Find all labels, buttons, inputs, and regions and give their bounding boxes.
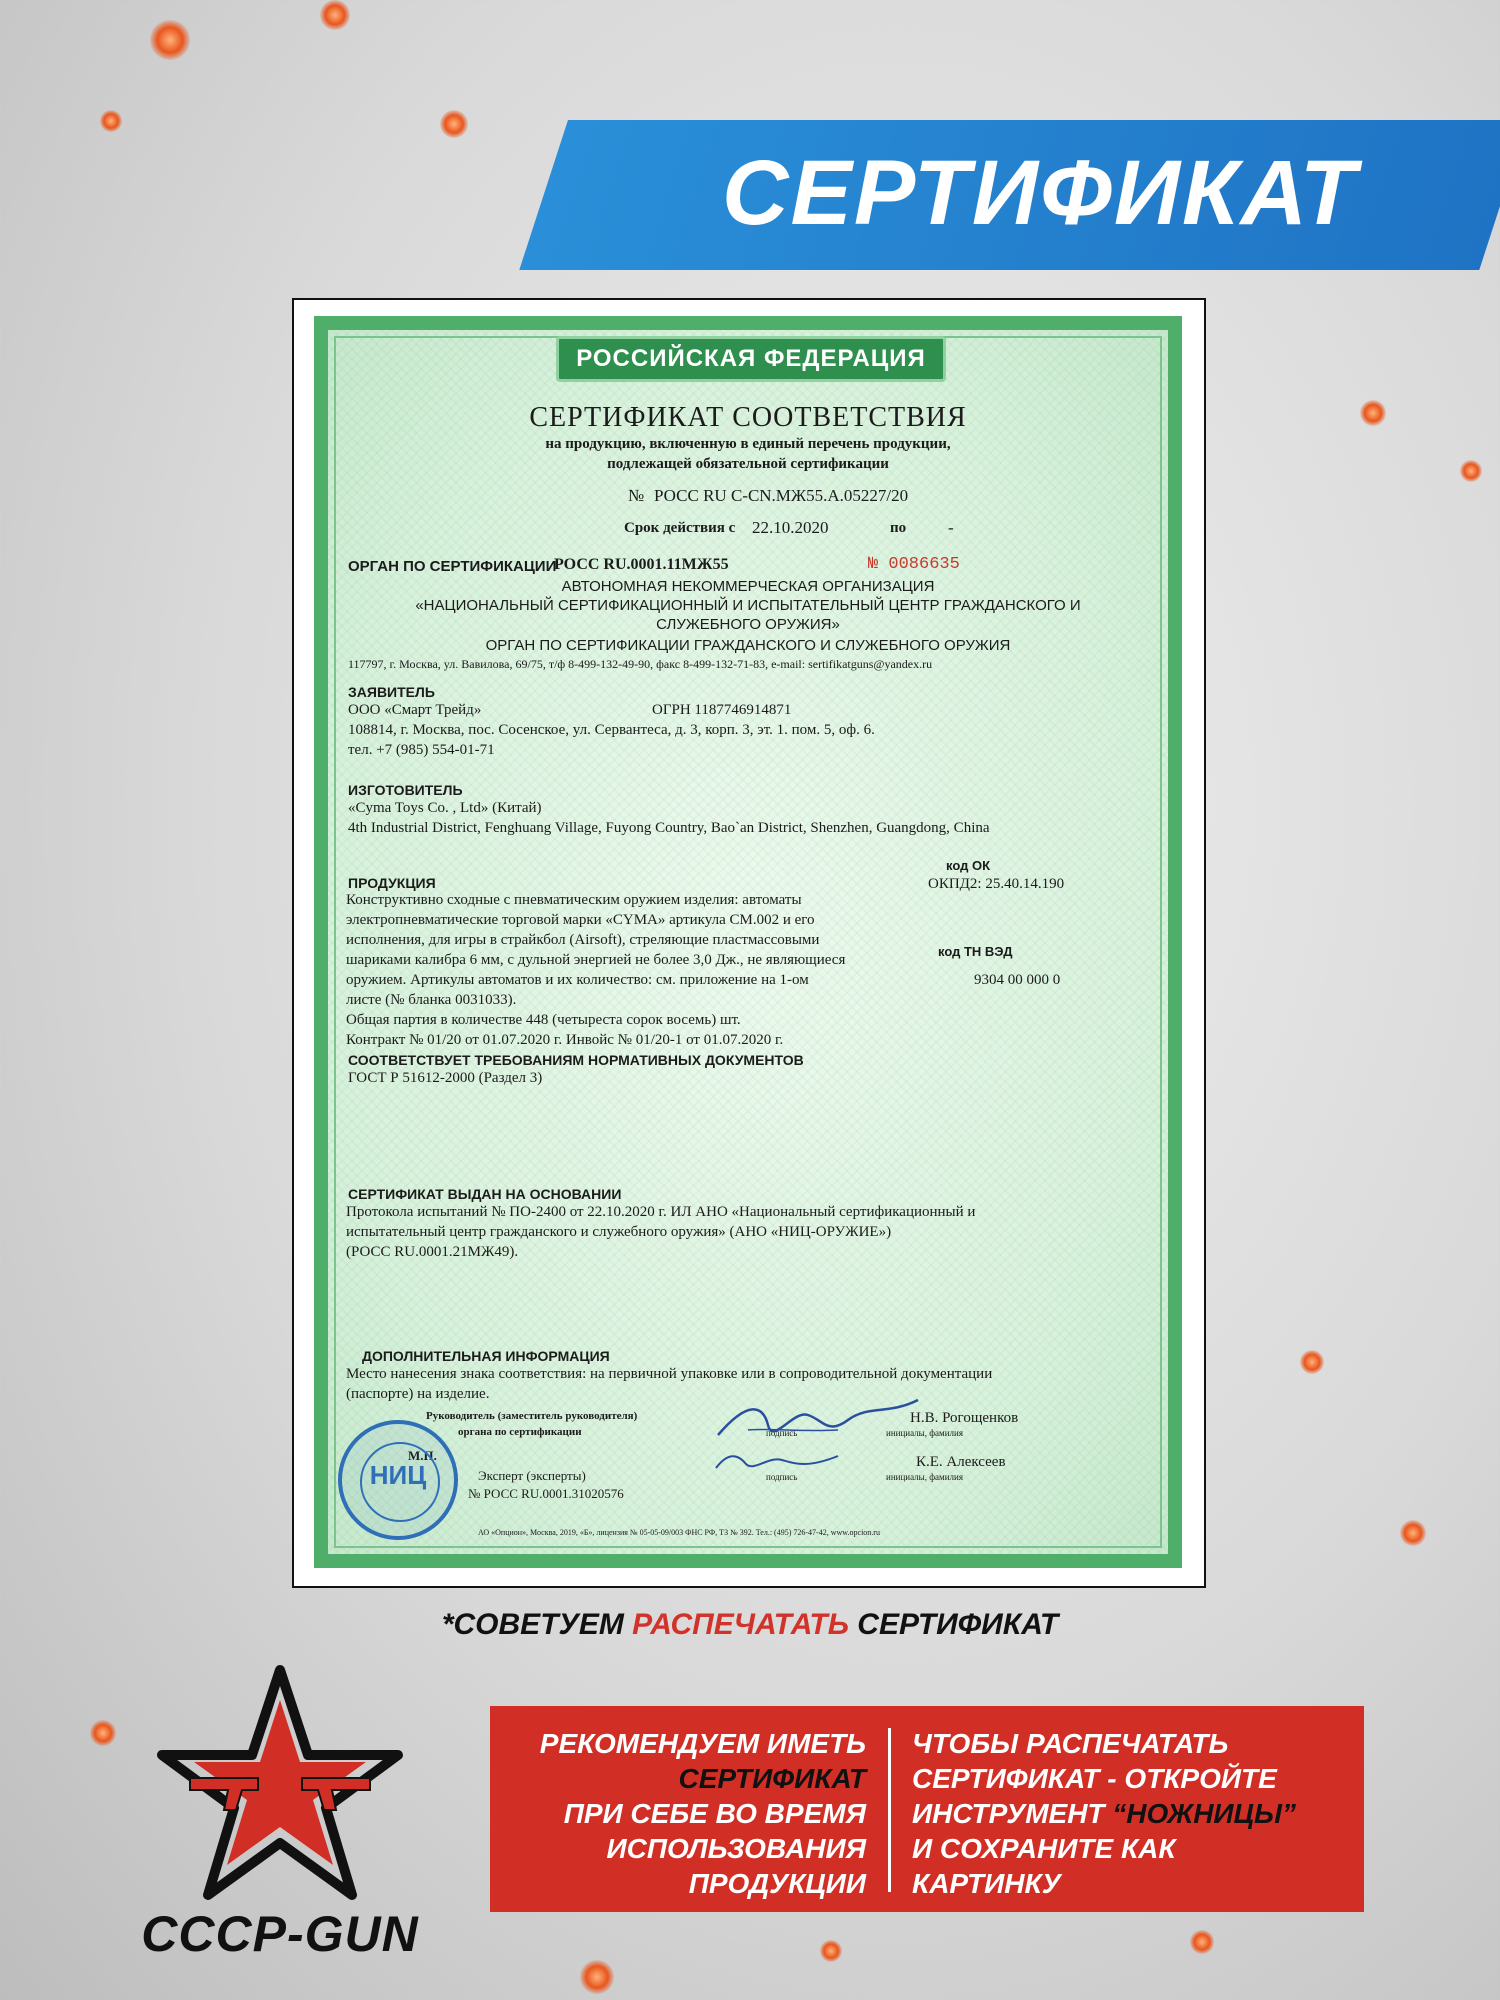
extra-info-line-1: Место нанесения знака соответствия: на первичной упаковке или в сопроводительной документации <box>346 1366 993 1382</box>
product-line-8: Контракт № 01/20 от 01.07.2020 г. Инвойс № 01/20-1 от 01.07.2020 г. <box>346 1032 784 1048</box>
certificate-subtitle-1: на продукцию, включенную в единый перечень продукции, <box>545 436 951 452</box>
info-left-line-4: ИСПОЛЬЗОВАНИЯ <box>606 1833 866 1864</box>
extra-info-label: ДОПОЛНИТЕЛЬНАЯ ИНФОРМАЦИЯ <box>362 1348 610 1364</box>
info-right-line-1: ЧТОБЫ РАСПЕЧАТАТЬ <box>912 1728 1229 1759</box>
decorative-spark <box>1460 460 1482 482</box>
product-line-3: исполнения, для игры в страйкбол (Airsoft), стреляющие пластмассовыми <box>346 932 820 948</box>
certificate-number: РОСС RU С-CN.МЖ55.А.05227/20 <box>654 486 909 505</box>
product-line-5: оружием. Артикулы автоматов и их количество: см. приложение на 1-ом <box>346 972 809 988</box>
product-line-7: Общая партия в количестве 448 (четыреста сорок восемь) шт. <box>346 1012 741 1028</box>
expert-number: № РОСС RU.0001.31020576 <box>468 1486 624 1501</box>
tnved-label: код ТН ВЭД <box>938 944 1013 959</box>
advice-part-3: СЕРТИФИКАТ <box>848 1608 1059 1641</box>
manufacturer-label: ИЗГОТОВИТЕЛЬ <box>348 782 463 798</box>
certificate-country-badge: РОССИЙСКАЯ ФЕДЕРАЦИЯ <box>556 336 946 382</box>
info-box-left-column <box>500 1726 866 1901</box>
decorative-spark <box>150 20 190 60</box>
product-line-2: электропневматические торговой марки «CYMA» артикула CM.002 и его <box>346 912 815 928</box>
info-right-line-4: И СОХРАНИТЕ КАК <box>912 1833 1176 1864</box>
validity-from: 22.10.2020 <box>752 518 829 537</box>
cert-body-line-3: СЛУЖЕБНОГО ОРУЖИЯ» <box>656 616 840 633</box>
certificate-footer: АО «Опцион», Москва, 2019, «Б», лицензия № 05-05-09/003 ФНС РФ, ТЗ № 392. Тел.: (495) 726-47-42, www.opcion.ru <box>478 1528 880 1537</box>
expert-name-caption: инициалы, фамилия <box>886 1472 963 1482</box>
product-label: ПРОДУКЦИЯ <box>348 875 436 891</box>
info-left-line-2: СЕРТИФИКАТ <box>678 1763 866 1794</box>
decorative-spark <box>440 110 468 138</box>
validity-to: - <box>948 518 954 537</box>
extra-info-line-2: (паспорте) на изделие. <box>346 1386 490 1402</box>
validity-to-label: по <box>890 520 907 536</box>
info-right-line-5: КАРТИНКУ <box>912 1868 1061 1899</box>
advice-part-1: *СОВЕТУЕМ <box>441 1608 633 1641</box>
certificate-subtitle-2: подлежащей обязательной сертификации <box>607 456 889 472</box>
certification-stamp <box>338 1420 458 1540</box>
head-label-2: органа по сертификации <box>458 1426 582 1438</box>
head-signature <box>708 1390 928 1450</box>
basis-line-2: испытательный центр гражданского и служебного оружия» (АНО «НИЦ-ОРУЖИЕ») <box>346 1224 892 1240</box>
manufacturer-name: «Cyma Toys Co. , Ltd» (Китай) <box>348 800 542 816</box>
manufacturer-address: 4th Industrial District, Fenghuang Village, Fuyong Country, Bao`an District, Shenzhen, Guangdong, China <box>348 820 990 836</box>
decorative-spark <box>820 1940 842 1962</box>
certificate-title: СЕРТИФИКАТ СООТВЕТСТВИЯ <box>529 402 967 433</box>
info-box-right-column <box>912 1726 1352 1901</box>
cert-body-label: ОРГАН ПО СЕРТИФИКАЦИИ <box>348 558 557 575</box>
info-right-line-2: СЕРТИФИКАТ - ОТКРОЙТЕ <box>912 1763 1277 1794</box>
conformity-label: СООТВЕТСТВУЕТ ТРЕБОВАНИЯМ НОРМАТИВНЫХ ДОКУМЕНТОВ <box>348 1052 804 1068</box>
cert-body-address: 117797, г. Москва, ул. Вавилова, 69/75, т/ф 8-499-132-49-90, факс 8-499-132-71-83, e-mail: sertifikatguns@yandex.ru <box>348 657 933 671</box>
info-right-line-3a: ИНСТРУМЕНТ <box>912 1798 1113 1829</box>
decorative-spark <box>90 1720 116 1746</box>
expert-signature <box>708 1442 848 1478</box>
okpd-value: ОКПД2: 25.40.14.190 <box>928 876 1065 892</box>
expert-label: Эксперт (эксперты) <box>478 1468 586 1483</box>
decorative-spark <box>580 1960 614 1994</box>
product-line-1: Конструктивно сходные с пневматическим оружием изделия: автоматы <box>346 892 802 908</box>
info-right-line-3 <box>912 1796 1352 1831</box>
advice-part-2: РАСПЕЧАТАТЬ <box>632 1608 849 1641</box>
applicant-phone: тел. +7 (985) 554-01-71 <box>348 742 495 758</box>
cert-body-line-1: АВТОНОМНАЯ НЕКОММЕРЧЕСКАЯ ОРГАНИЗАЦИЯ <box>561 578 935 595</box>
product-line-4: шариками калибра 6 мм, с дульной энергией не более 3,0 Дж., не являющиеся <box>346 952 846 968</box>
info-box-divider <box>888 1728 891 1892</box>
decorative-spark <box>1400 1520 1426 1546</box>
info-box <box>490 1706 1364 1912</box>
certificate <box>314 316 1182 1568</box>
cert-body-line-4: ОРГАН ПО СЕРТИФИКАЦИИ ГРАЖДАНСКОГО И СЛУЖЕБНОГО ОРУЖИЯ <box>485 637 1011 654</box>
applicant-name: ООО «Смарт Трейд» <box>348 702 482 718</box>
expert-name: К.Е. Алексеев <box>916 1454 1006 1470</box>
head-name: Н.В. Рогощенков <box>910 1410 1019 1426</box>
expert-signature-caption: подпись <box>766 1472 798 1482</box>
tnved-value: 9304 00 000 0 <box>974 972 1061 988</box>
product-line-6: листе (№ бланка 0031033). <box>346 992 517 1008</box>
head-label-1: Руководитель (заместитель руководителя) <box>426 1410 638 1422</box>
stamp-text: НИЦ <box>369 1460 427 1490</box>
info-left-line-1: РЕКОМЕНДУЕМ ИМЕТЬ <box>539 1728 866 1759</box>
basis-line-1: Протокола испытаний № ПО-2400 от 22.10.2020 г. ИЛ АНО «Национальный сертификационный и <box>346 1204 976 1220</box>
cert-body-code: РОСС RU.0001.11МЖ55 <box>554 556 729 573</box>
validity-label: Срок действия с <box>624 520 736 536</box>
basis-label: СЕРТИФИКАТ ВЫДАН НА ОСНОВАНИИ <box>348 1186 622 1202</box>
decorative-spark <box>1300 1350 1324 1374</box>
okpd-label: код ОК <box>946 858 991 873</box>
info-left-line-5: ПРОДУКЦИИ <box>688 1868 866 1899</box>
certificate-serial: № 0086635 <box>868 555 960 574</box>
cert-body-line-2: «НАЦИОНАЛЬНЫЙ СЕРТИФИКАЦИОННЫЙ И ИСПЫТАТЕЛЬНЫЙ ЦЕНТР ГРАЖДАНСКОГО И <box>415 597 1081 614</box>
applicant-address: 108814, г. Москва, пос. Сосенское, ул. Сервантеса, д. 3, корп. 3, эт. 1. пом. 5, оф. 6. <box>348 722 875 738</box>
applicant-ogrn: ОГРН 1187746914871 <box>652 702 792 718</box>
mp-label: М.П. <box>408 1448 437 1463</box>
head-signature-caption: подпись <box>766 1428 798 1438</box>
decorative-spark <box>100 110 122 132</box>
print-advice <box>0 1608 1500 1642</box>
basis-line-3: (РОСС RU.0001.21МЖ49). <box>346 1244 519 1260</box>
decorative-spark <box>320 0 350 30</box>
head-name-caption: инициалы, фамилия <box>886 1428 963 1438</box>
page-title: СЕРТИФИКАТ <box>722 142 1358 244</box>
applicant-label: ЗАЯВИТЕЛЬ <box>348 684 435 700</box>
info-right-line-3b: “НОЖНИЦЫ” <box>1112 1798 1296 1829</box>
decorative-spark <box>1360 400 1386 426</box>
logo-text: CCCP-GUN <box>141 1906 419 1962</box>
certificate-number-prefix: № <box>628 486 645 505</box>
info-left-line-3: ПРИ СЕБЕ ВО ВРЕМЯ <box>563 1798 866 1829</box>
cccp-gun-logo <box>130 1660 430 1920</box>
decorative-spark <box>1190 1930 1214 1954</box>
conformity-value: ГОСТ Р 51612-2000 (Раздел 3) <box>348 1070 543 1086</box>
